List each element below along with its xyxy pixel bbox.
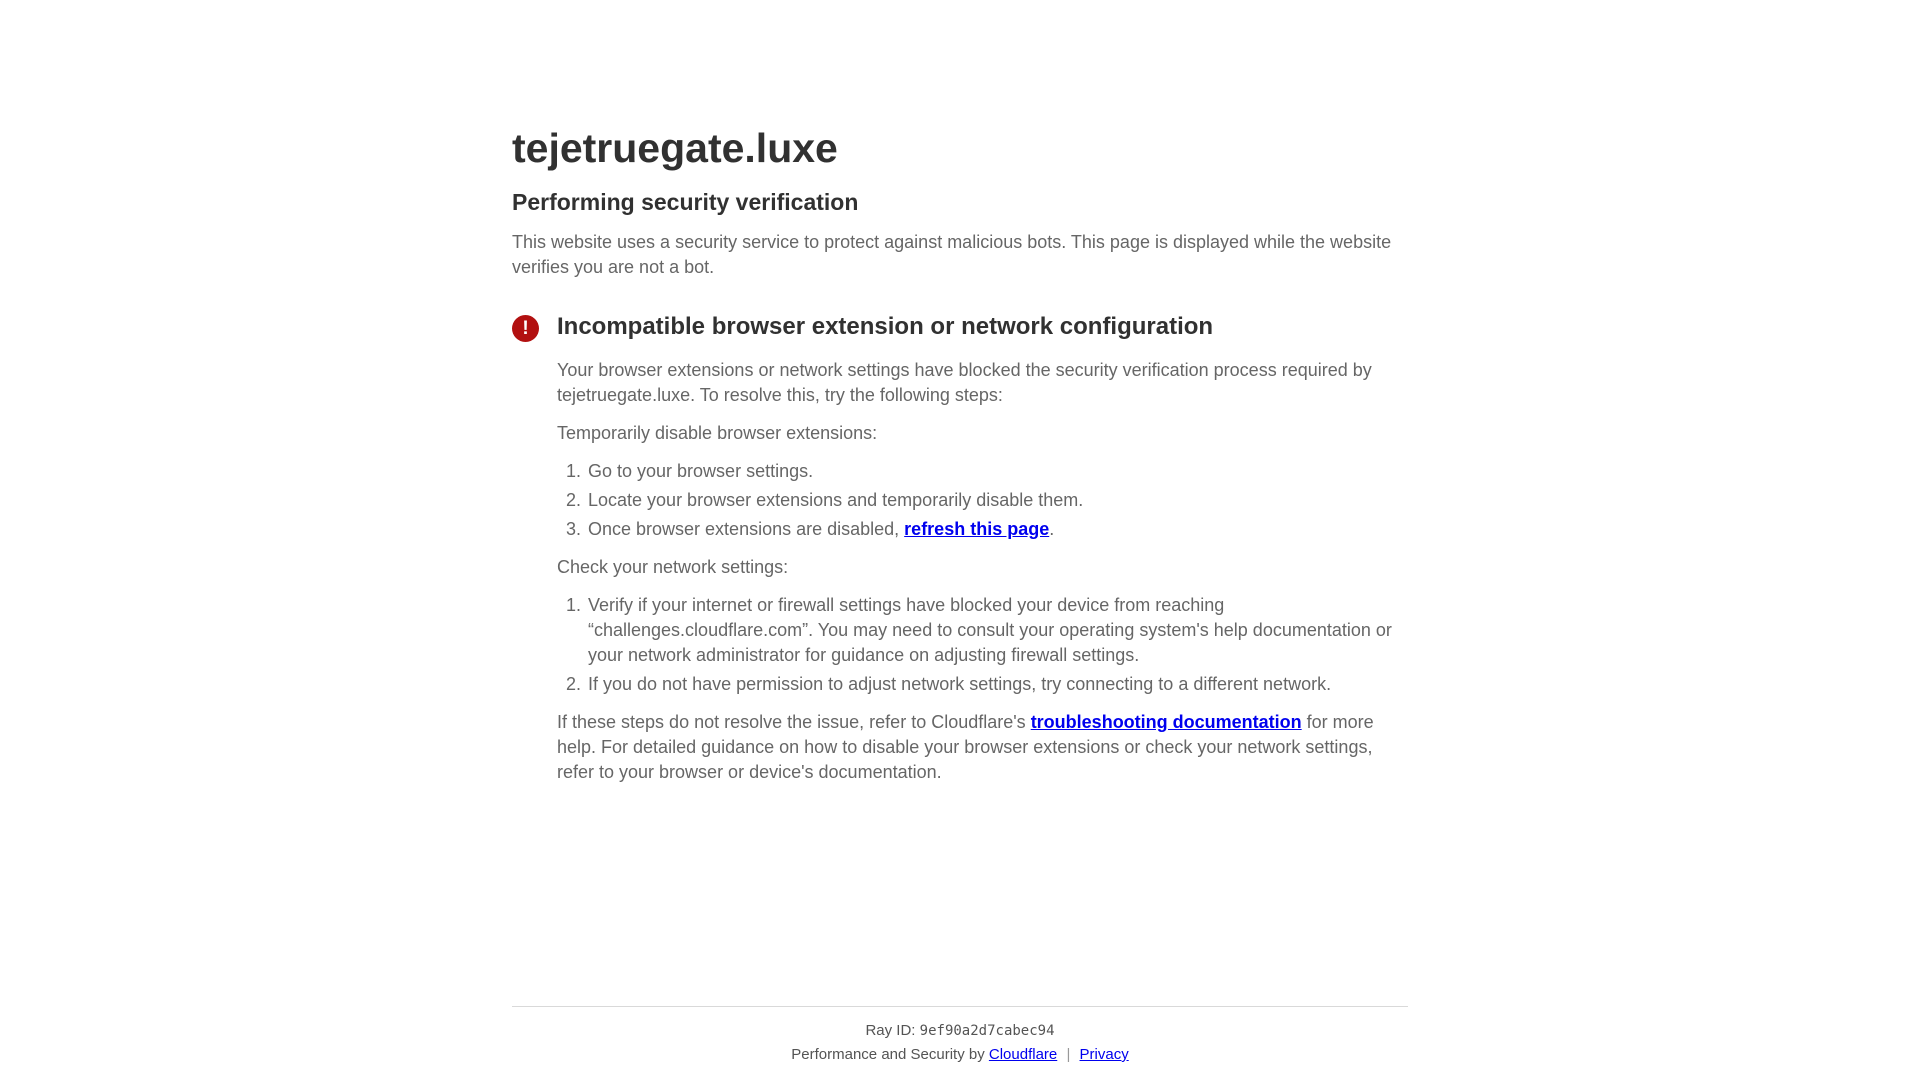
ray-id: [512, 1022, 1408, 1039]
cloudflare-link[interactable]: Cloudflare: [988, 1046, 1058, 1063]
list-item: 1. Go to your browser settings.: [586, 459, 1408, 484]
list-item: [586, 517, 1408, 542]
error-section: [512, 313, 1408, 785]
intro-text: This website uses a security service to protect against malicious bots. This page is displayed while the website verifies you are not a bot.: [512, 231, 1392, 277]
ray-id-value: 9ef90a2d7cabec94: [919, 1023, 1055, 1039]
extensions-steps-list: [557, 459, 1408, 542]
extensions-intro: Temporarily disable browser extensions:: [557, 422, 878, 443]
alert-icon: !: [512, 315, 539, 342]
separator: |: [1066, 1046, 1071, 1063]
error-heading: Incompatible browser extension or network configuration: [557, 312, 1214, 340]
performance-credit: [512, 1046, 1408, 1063]
list-item: 2. If you do not have permission to adjust network settings, try connecting to a different network.: [586, 672, 1408, 697]
list-item: 2. Locate your browser extensions and temporarily disable them.: [586, 488, 1408, 513]
main-content: [512, 0, 1408, 785]
network-steps-list: [557, 593, 1408, 697]
troubleshooting-link[interactable]: troubleshooting documentation: [1030, 711, 1302, 732]
refresh-page-link[interactable]: refresh this page: [904, 518, 1050, 539]
page-subtitle: Performing security verification: [512, 189, 859, 216]
network-intro: Check your network settings:: [557, 556, 789, 577]
step-text: .: [1049, 518, 1055, 539]
closing-pre: If these steps do not resolve the issue, refer to Cloudflare's: [557, 711, 1031, 732]
step-text: Once browser extensions are disabled,: [588, 518, 905, 539]
error-description: Your browser extensions or network settings have blocked the security verification process required by tejetruegate.luxe. To resolve this, try the following steps:: [557, 359, 1372, 405]
error-content: [557, 313, 1408, 785]
closing-post: for more help. For detailed guidance on how to disable your browser extensions or check your network settings, refer to your browser or device's documentation.: [557, 711, 1374, 782]
closing-text: [557, 710, 1408, 785]
ray-id-label: Ray ID:: [865, 1022, 916, 1039]
page-footer: [512, 1006, 1408, 1080]
footer-divider: [512, 1006, 1408, 1007]
page-title: tejetruegate.luxe: [512, 125, 838, 171]
list-item: 1. Verify if your internet or firewall settings have blocked your device from reaching “challenges.cloudflare.com”. You may need to consult your operating system's help documentation or your network administrator for guidance on adjusting firewall settings.: [586, 593, 1408, 668]
performance-text: Performance and Security by: [791, 1046, 985, 1063]
privacy-link[interactable]: Privacy: [1079, 1046, 1129, 1063]
